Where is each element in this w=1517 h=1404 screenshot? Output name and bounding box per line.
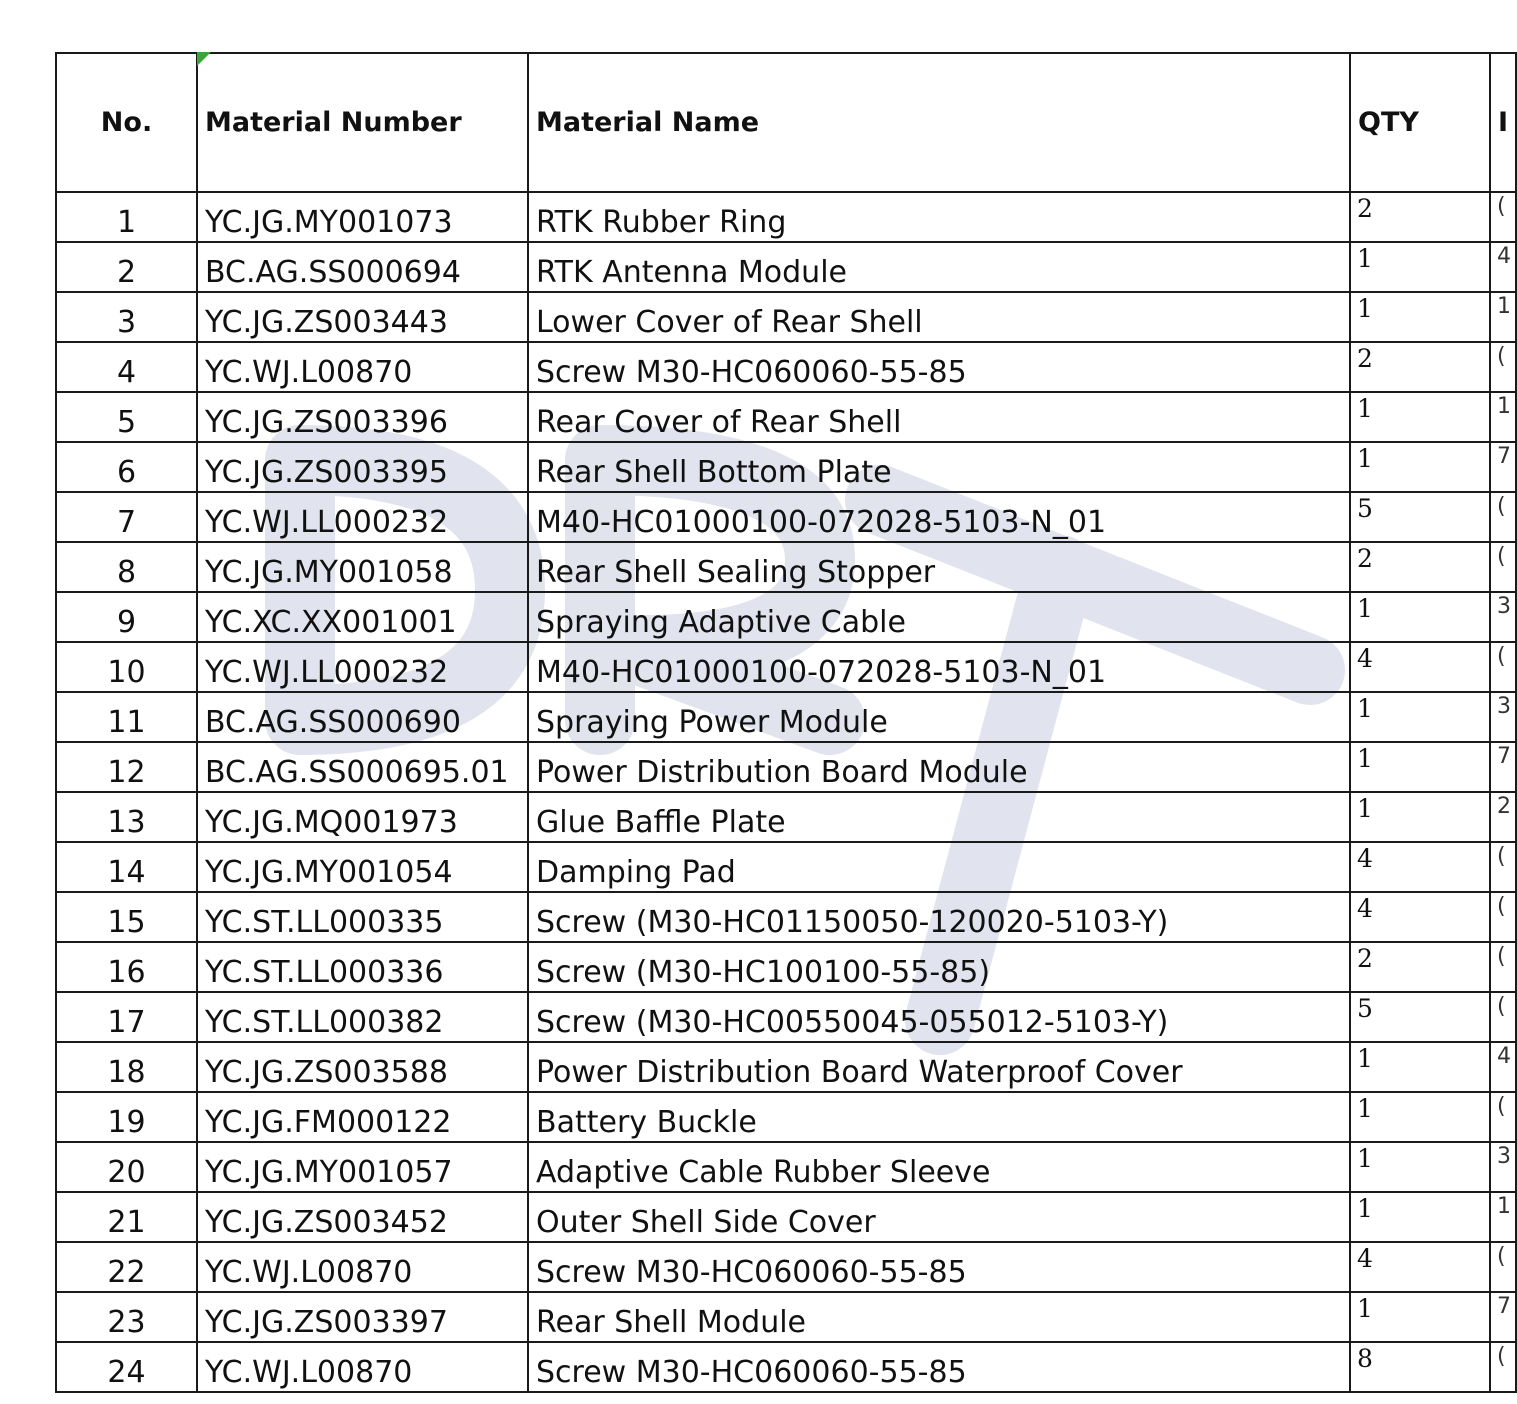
material-name: Rear Shell Sealing Stopper xyxy=(528,542,1350,592)
material-name: Adaptive Cable Rubber Sleeve xyxy=(528,1142,1350,1192)
material-name: Power Distribution Board Module xyxy=(528,742,1350,792)
table-row xyxy=(56,1092,1516,1142)
row-number: 4 xyxy=(56,342,197,392)
row-number: 19 xyxy=(56,1092,197,1142)
table-row xyxy=(56,892,1516,942)
material-name: Screw M30-HC060060-55-85 xyxy=(528,342,1350,392)
table-row xyxy=(56,1142,1516,1192)
row-number: 21 xyxy=(56,1192,197,1242)
material-number: YC.JG.MY001058 xyxy=(197,542,528,592)
next-column-cell: 4 xyxy=(1490,1042,1516,1092)
next-column-cell: 2 xyxy=(1490,792,1516,842)
quantity: 5 xyxy=(1350,492,1490,542)
table-row xyxy=(56,592,1516,642)
table-row xyxy=(56,392,1516,442)
row-number: 14 xyxy=(56,842,197,892)
row-number: 16 xyxy=(56,942,197,992)
quantity: 1 xyxy=(1350,742,1490,792)
material-number: YC.JG.ZS003443 xyxy=(197,292,528,342)
quantity: 2 xyxy=(1350,192,1490,242)
quantity: 1 xyxy=(1350,1042,1490,1092)
next-column-cell: ( xyxy=(1490,492,1516,542)
row-number: 2 xyxy=(56,242,197,292)
table-row xyxy=(56,942,1516,992)
material-number: YC.JG.ZS003397 xyxy=(197,1292,528,1342)
material-number: YC.XC.XX001001 xyxy=(197,592,528,642)
material-number: YC.WJ.LL000232 xyxy=(197,642,528,692)
next-column-cell: 4 xyxy=(1490,242,1516,292)
next-column-cell: 7 xyxy=(1490,742,1516,792)
material-number: YC.ST.LL000382 xyxy=(197,992,528,1042)
material-name: Battery Buckle xyxy=(528,1092,1350,1142)
quantity: 1 xyxy=(1350,292,1490,342)
header-qty: QTY xyxy=(1350,53,1490,192)
row-number: 10 xyxy=(56,642,197,692)
next-column-cell: 3 xyxy=(1490,1142,1516,1192)
next-column-cell: ( xyxy=(1490,1242,1516,1292)
quantity: 1 xyxy=(1350,242,1490,292)
material-name: Outer Shell Side Cover xyxy=(528,1192,1350,1242)
table-row xyxy=(56,692,1516,742)
row-number: 22 xyxy=(56,1242,197,1292)
row-number: 7 xyxy=(56,492,197,542)
row-number: 8 xyxy=(56,542,197,592)
table-row xyxy=(56,542,1516,592)
material-number: YC.WJ.LL000232 xyxy=(197,492,528,542)
next-column-cell: ( xyxy=(1490,1342,1516,1392)
material-number: YC.JG.MY001073 xyxy=(197,192,528,242)
quantity: 1 xyxy=(1350,392,1490,442)
material-number: YC.WJ.L00870 xyxy=(197,342,528,392)
row-number: 12 xyxy=(56,742,197,792)
material-name: RTK Antenna Module xyxy=(528,242,1350,292)
quantity: 1 xyxy=(1350,1142,1490,1192)
material-number: YC.JG.MY001054 xyxy=(197,842,528,892)
material-number: BC.AG.SS000695.01 xyxy=(197,742,528,792)
material-name: Spraying Adaptive Cable xyxy=(528,592,1350,642)
table-row xyxy=(56,492,1516,542)
quantity: 4 xyxy=(1350,892,1490,942)
quantity: 1 xyxy=(1350,442,1490,492)
next-column-cell: ( xyxy=(1490,992,1516,1042)
quantity: 1 xyxy=(1350,692,1490,742)
quantity: 4 xyxy=(1350,1242,1490,1292)
material-number: BC.AG.SS000690 xyxy=(197,692,528,742)
row-number: 15 xyxy=(56,892,197,942)
material-name: Glue Baffle Plate xyxy=(528,792,1350,842)
table-row xyxy=(56,1242,1516,1292)
header-next-column: I xyxy=(1490,53,1516,192)
material-number: YC.JG.ZS003452 xyxy=(197,1192,528,1242)
row-number: 11 xyxy=(56,692,197,742)
table-row xyxy=(56,192,1516,242)
header-material-number: Material Number xyxy=(197,53,528,192)
material-number: YC.WJ.L00870 xyxy=(197,1242,528,1292)
header-material-name: Material Name xyxy=(528,53,1350,192)
next-column-cell: 1 xyxy=(1490,1192,1516,1242)
material-name: Screw (M30-HC01150050-120020-5103-Y) xyxy=(528,892,1350,942)
next-column-cell: ( xyxy=(1490,842,1516,892)
row-number: 20 xyxy=(56,1142,197,1192)
row-number: 18 xyxy=(56,1042,197,1092)
next-column-cell: 1 xyxy=(1490,292,1516,342)
next-column-cell: 3 xyxy=(1490,692,1516,742)
table-row xyxy=(56,442,1516,492)
next-column-cell: ( xyxy=(1490,192,1516,242)
quantity: 8 xyxy=(1350,1342,1490,1392)
next-column-cell: 7 xyxy=(1490,442,1516,492)
material-number: YC.JG.FM000122 xyxy=(197,1092,528,1142)
material-name: Spraying Power Module xyxy=(528,692,1350,742)
row-number: 13 xyxy=(56,792,197,842)
material-name: Rear Shell Module xyxy=(528,1292,1350,1342)
material-number: YC.ST.LL000336 xyxy=(197,942,528,992)
bom-table xyxy=(55,52,1517,1393)
material-name: Screw (M30-HC100100-55-85) xyxy=(528,942,1350,992)
quantity: 2 xyxy=(1350,942,1490,992)
next-column-cell: ( xyxy=(1490,1092,1516,1142)
header-no: No. xyxy=(56,53,197,192)
header-row xyxy=(56,53,1516,192)
quantity: 1 xyxy=(1350,1192,1490,1242)
table-row xyxy=(56,242,1516,292)
material-number: BC.AG.SS000694 xyxy=(197,242,528,292)
material-number: YC.JG.ZS003396 xyxy=(197,392,528,442)
next-column-cell: 1 xyxy=(1490,392,1516,442)
quantity: 4 xyxy=(1350,642,1490,692)
table-row xyxy=(56,1342,1516,1392)
table-row xyxy=(56,992,1516,1042)
quantity: 5 xyxy=(1350,992,1490,1042)
material-name: Rear Shell Bottom Plate xyxy=(528,442,1350,492)
material-number: YC.JG.MY001057 xyxy=(197,1142,528,1192)
table-row xyxy=(56,1292,1516,1342)
material-name: Screw M30-HC060060-55-85 xyxy=(528,1242,1350,1292)
material-name: Power Distribution Board Waterproof Cover xyxy=(528,1042,1350,1092)
table-row xyxy=(56,842,1516,892)
row-number: 23 xyxy=(56,1292,197,1342)
row-number: 3 xyxy=(56,292,197,342)
material-name: M40-HC01000100-072028-5103-N_01 xyxy=(528,642,1350,692)
quantity: 1 xyxy=(1350,1092,1490,1142)
row-number: 17 xyxy=(56,992,197,1042)
quantity: 4 xyxy=(1350,842,1490,892)
material-number: YC.JG.ZS003588 xyxy=(197,1042,528,1092)
material-name: Damping Pad xyxy=(528,842,1350,892)
quantity: 2 xyxy=(1350,542,1490,592)
table-row xyxy=(56,792,1516,842)
quantity: 1 xyxy=(1350,792,1490,842)
next-column-cell: ( xyxy=(1490,642,1516,692)
next-column-cell: ( xyxy=(1490,942,1516,992)
next-column-cell: 3 xyxy=(1490,592,1516,642)
material-name: Screw M30-HC060060-55-85 xyxy=(528,1342,1350,1392)
material-name: Rear Cover of Rear Shell xyxy=(528,392,1350,442)
material-name: M40-HC01000100-072028-5103-N_01 xyxy=(528,492,1350,542)
row-number: 1 xyxy=(56,192,197,242)
quantity: 1 xyxy=(1350,592,1490,642)
row-number: 24 xyxy=(56,1342,197,1392)
next-column-cell: ( xyxy=(1490,542,1516,592)
quantity: 2 xyxy=(1350,342,1490,392)
material-number: YC.JG.ZS003395 xyxy=(197,442,528,492)
material-name: RTK Rubber Ring xyxy=(528,192,1350,242)
table-row xyxy=(56,642,1516,692)
next-column-cell: 7 xyxy=(1490,1292,1516,1342)
next-column-cell: ( xyxy=(1490,342,1516,392)
row-number: 5 xyxy=(56,392,197,442)
material-name: Screw (M30-HC00550045-055012-5103-Y) xyxy=(528,992,1350,1042)
table-body xyxy=(56,192,1516,1392)
table-row xyxy=(56,742,1516,792)
bom-sheet xyxy=(55,52,1517,1393)
material-number: YC.JG.MQ001973 xyxy=(197,792,528,842)
table-row xyxy=(56,292,1516,342)
row-number: 9 xyxy=(56,592,197,642)
material-number: YC.WJ.L00870 xyxy=(197,1342,528,1392)
quantity: 1 xyxy=(1350,1292,1490,1342)
table-row xyxy=(56,1192,1516,1242)
row-number: 6 xyxy=(56,442,197,492)
table-row xyxy=(56,1042,1516,1092)
cell-comment-marker xyxy=(197,52,211,66)
material-name: Lower Cover of Rear Shell xyxy=(528,292,1350,342)
table-row xyxy=(56,342,1516,392)
next-column-cell: ( xyxy=(1490,892,1516,942)
material-number: YC.ST.LL000335 xyxy=(197,892,528,942)
